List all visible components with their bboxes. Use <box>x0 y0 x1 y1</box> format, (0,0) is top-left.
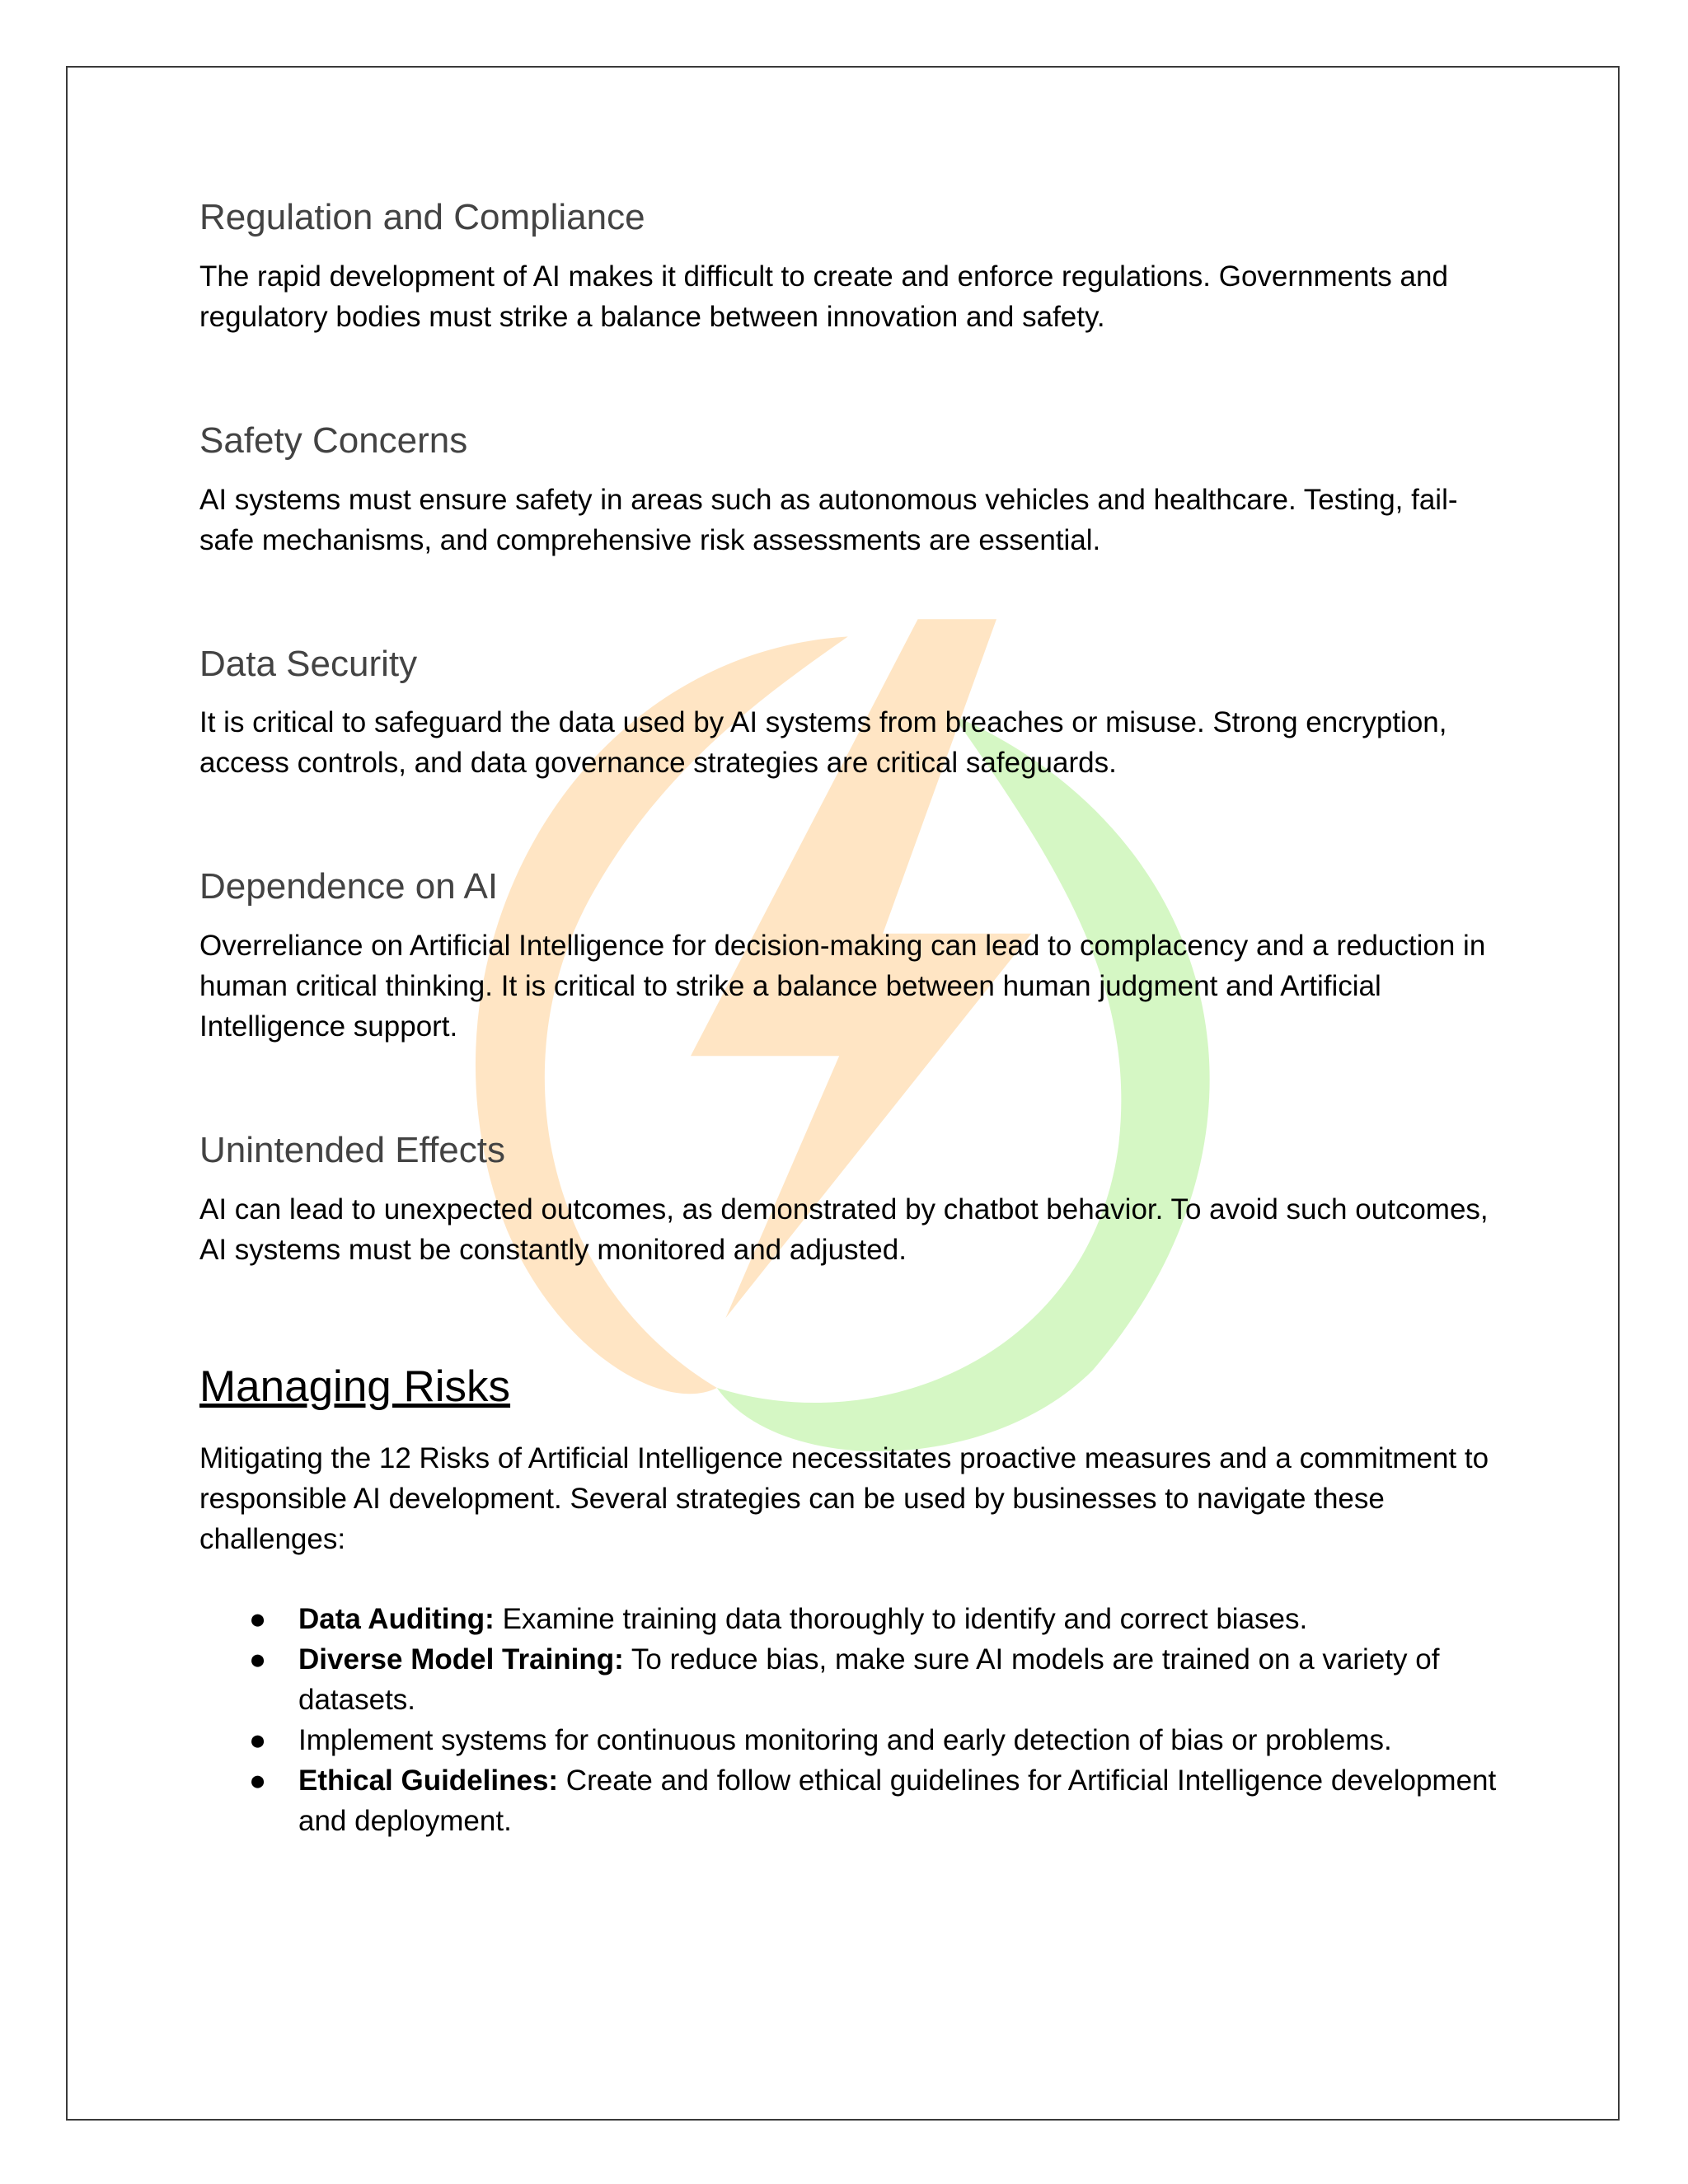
list-item <box>199 1639 1502 1720</box>
section-heading: Data Security <box>199 643 418 684</box>
section-unintended-effects <box>199 1129 1502 1270</box>
document-content <box>199 196 1502 1841</box>
list-item <box>199 1720 1502 1760</box>
list-item <box>199 1760 1502 1841</box>
section-safety-concerns <box>199 419 1502 560</box>
bullet-icon: ● <box>249 1764 267 1797</box>
section-body: AI systems must ensure safety in areas such as autonomous vehicles and healthcare. Testing, fail-safe mechanisms, and comprehensive risk assessments are essential. <box>199 483 1458 556</box>
list-item-text: Examine training data thoroughly to identify and correct biases. <box>494 1602 1308 1635</box>
managing-risks-intro: Mitigating the 12 Risks of Artificial Intelligence necessitates proactive measures and a commitment to responsible AI development. Several strategies can be used by businesses to navigate these challenges: <box>199 1441 1489 1555</box>
strategies-list <box>199 1599 1502 1841</box>
bullet-icon: ● <box>249 1643 267 1675</box>
section-heading: Safety Concerns <box>199 419 468 461</box>
list-item-label: Data Auditing: <box>298 1602 495 1635</box>
bullet-icon: ● <box>249 1602 267 1635</box>
list-item-label: Diverse Model Training: <box>298 1643 624 1675</box>
managing-risks-heading: Managing Risks <box>199 1361 511 1411</box>
section-heading: Dependence on AI <box>199 866 499 907</box>
section-regulation-compliance <box>199 196 1502 337</box>
list-item-text: To reduce bias, make sure AI models are trained on a variety of datasets. <box>298 1643 1440 1716</box>
section-heading: Unintended Effects <box>199 1130 505 1171</box>
bullet-icon: ● <box>249 1723 267 1756</box>
section-body: Overreliance on Artificial Intelligence for decision-making can lead to complacency and a reduction in human critical thinking. It is critical to strike a balance between human judgment and Artificial Intelligence support. <box>199 930 1486 1043</box>
list-item <box>199 1599 1502 1639</box>
section-body: It is critical to safeguard the data used by AI systems from breaches or misuse. Strong encryption, access controls, and data governance strategies are critical safeguards. <box>199 706 1447 780</box>
list-item-text: Create and follow ethical guidelines for Artificial Intelligence development and deployment. <box>298 1764 1497 1837</box>
section-heading: Regulation and Compliance <box>199 197 645 237</box>
list-item-text: Implement systems for continuous monitoring and early detection of bias or problems. <box>298 1723 1392 1756</box>
list-item-label: Ethical Guidelines: <box>298 1764 559 1797</box>
section-body: The rapid development of AI makes it difficult to create and enforce regulations. Governments and regulatory bodies must strike a balance between innovation and safety. <box>199 260 1448 333</box>
section-data-security <box>199 643 1502 784</box>
section-managing-risks <box>199 1361 1502 1841</box>
section-body: AI can lead to unexpected outcomes, as demonstrated by chatbot behavior. To avoid such outcomes, AI systems must be constantly monitored and adjusted. <box>199 1193 1489 1266</box>
section-dependence-on-ai <box>199 865 1502 1047</box>
